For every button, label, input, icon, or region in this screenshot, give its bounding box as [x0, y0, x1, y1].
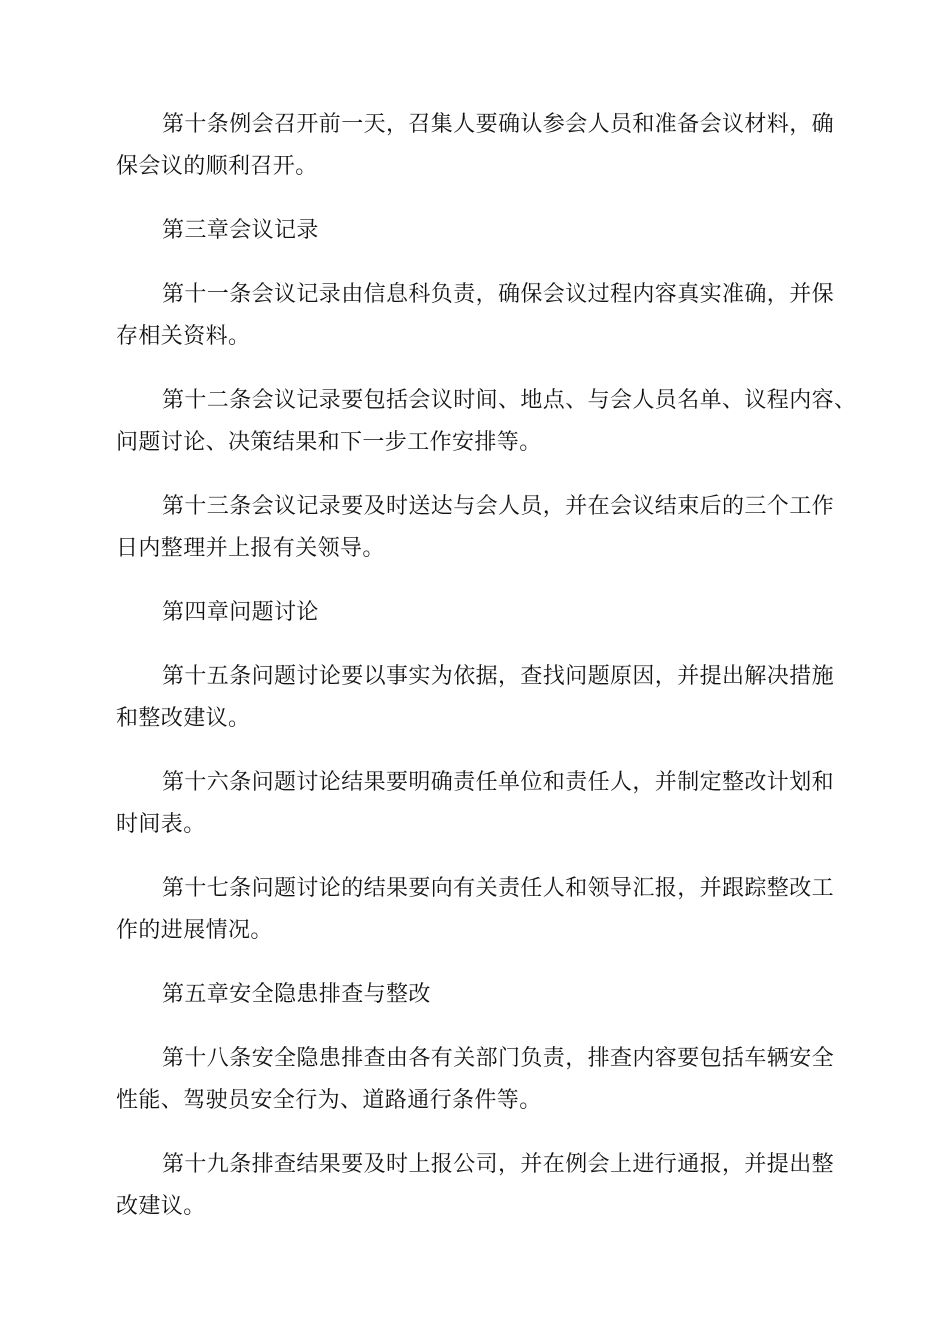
text-line: 问题讨论、决策结果和下一步工作安排等。	[116, 430, 542, 455]
text-line: 存相关资料。	[116, 324, 251, 349]
text-line: 第十一条会议记录由信息科负责，确保会议过程内容真实准确，并保	[162, 282, 835, 307]
article-19	[116, 1144, 856, 1228]
article-15	[116, 656, 856, 740]
text-line: 第十五条问题讨论要以事实为依据，查找问题原因，并提出解决措施	[162, 664, 835, 689]
document-body	[116, 104, 856, 1250]
article-13	[116, 486, 856, 570]
chapter-5-heading	[116, 974, 856, 1016]
text-line: 作的进展情况。	[116, 918, 273, 943]
heading-text: 第五章安全隐患排查与整改	[162, 982, 431, 1007]
text-line: 和整改建议。	[116, 706, 251, 731]
text-line: 保会议的顺利召开。	[116, 154, 318, 179]
chapter-4-heading	[116, 592, 856, 634]
article-11	[116, 274, 856, 358]
text-line: 第十条例会召开前一天，召集人要确认参会人员和准备会议材料，确	[162, 112, 835, 137]
text-line: 时间表。	[116, 812, 206, 837]
heading-text: 第四章问题讨论	[162, 600, 319, 625]
article-16	[116, 762, 856, 846]
text-line: 性能、驾驶员安全行为、道路通行条件等。	[116, 1088, 542, 1113]
text-line: 第十三条会议记录要及时送达与会人员，并在会议结束后的三个工作	[162, 494, 835, 519]
text-line: 改建议。	[116, 1194, 206, 1219]
article-12	[116, 380, 856, 464]
article-17	[116, 868, 856, 952]
text-line: 第十二条会议记录要包括会议时间、地点、与会人员名单、议程内容、	[162, 388, 857, 413]
text-line: 日内整理并上报有关领导。	[116, 536, 385, 561]
text-line: 第十八条安全隐患排查由各有关部门负责，排查内容要包括车辆安全	[162, 1046, 835, 1071]
article-18	[116, 1038, 856, 1122]
chapter-3-heading	[116, 210, 856, 252]
text-line: 第十六条问题讨论结果要明确责任单位和责任人，并制定整改计划和	[162, 770, 835, 795]
heading-text: 第三章会议记录	[162, 218, 319, 243]
article-10	[116, 104, 856, 188]
text-line: 第十七条问题讨论的结果要向有关责任人和领导汇报，并跟踪整改工	[162, 876, 835, 901]
text-line: 第十九条排查结果要及时上报公司，并在例会上进行通报，并提出整	[162, 1152, 835, 1177]
